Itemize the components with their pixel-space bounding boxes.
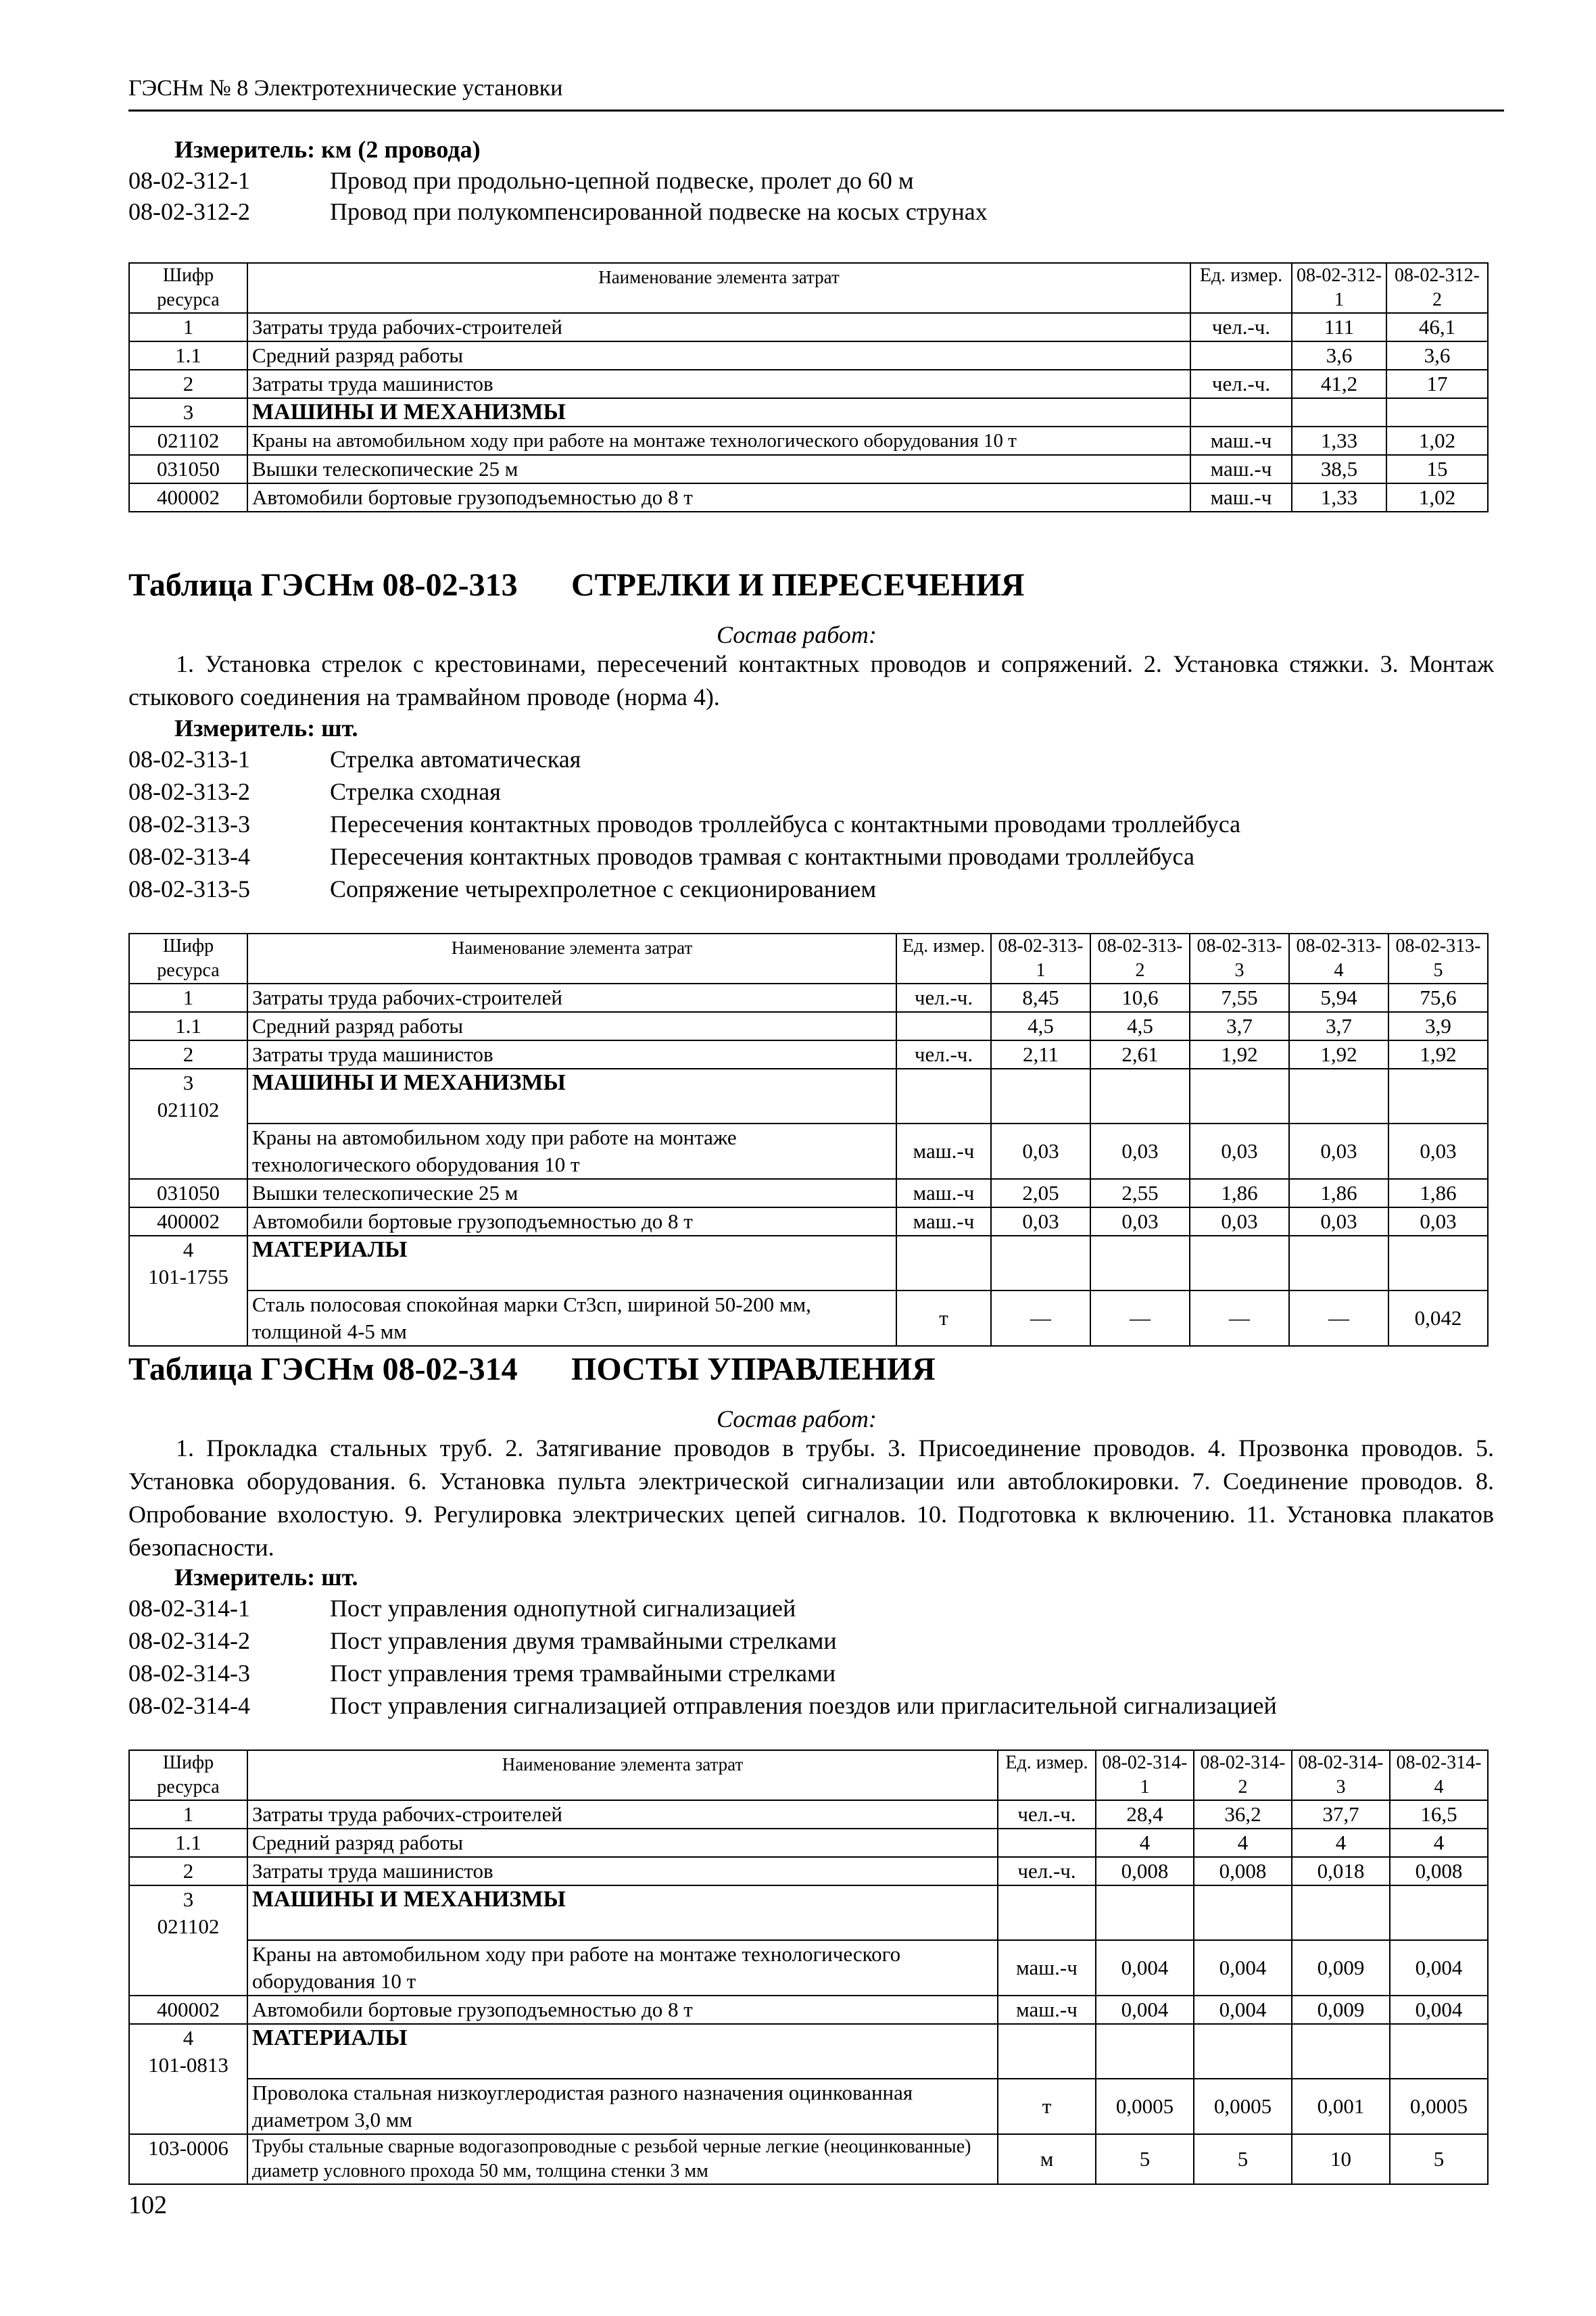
row-value: 4,5: [991, 1012, 1090, 1040]
running-header: ГЭСНм № 8 Электротехнические установки: [128, 76, 563, 101]
table-title-314: Таблица ГЭСНм 08-02-314: [128, 1351, 518, 1387]
item-code: 08-02-314-4: [128, 1692, 250, 1719]
works-description: 1. Прокладка стальных труб. 2. Затягивание проводов в трубы. 3. Присоединение проводов. 4. Прозвонка проводов. 5. Установка оборудования. 6. Установка пульта электрической сигнализации или автоблокировки. 7. Соединение проводов. 8. Опробование вхолостую. 9. Регулировка электрических цепей сигналов. 10. Подготовка к включению. 11. Установка плакатов безопасности.: [128, 1434, 1494, 1561]
row-name: Автомобили бортовые грузоподъемностью до 8 т: [247, 483, 1190, 512]
row-unit: чел.-ч.: [1190, 313, 1292, 341]
row-value: 5: [1096, 2134, 1194, 2184]
row-name: Трубы стальные сварные водогазопроводные с резьбой черные легкие (неоцинкованные) диаметр условного прохода 50 мм, толщина стенки 3 мм: [247, 2134, 998, 2184]
item-code: 08-02-314-2: [128, 1627, 250, 1654]
row-value: 0,018: [1292, 1857, 1390, 1885]
row-value: [1390, 2024, 1488, 2079]
row-unit: чел.-ч.: [896, 1040, 991, 1069]
header-col: 08-02-314-1: [1096, 1750, 1194, 1800]
header-unit: Ед. измер.: [998, 1750, 1096, 1800]
header-name: Наименование элемента затрат: [247, 1750, 998, 1800]
row-value: 1,92: [1388, 1040, 1488, 1069]
row-value: [1289, 1069, 1388, 1124]
item-code: 08-02-312-2: [128, 198, 250, 225]
row-value: [1190, 1069, 1289, 1124]
item-text: Пересечения контактных проводов троллейбуса с контактными проводами троллейбуса: [330, 811, 1241, 838]
item-text: Пост управления однопутной сигнализацией: [330, 1595, 796, 1622]
row-unit: [1190, 398, 1292, 427]
row-unit: [896, 1236, 991, 1290]
row-value: 1,86: [1388, 1179, 1488, 1207]
row-name: Средний разряд работы: [247, 1829, 998, 1857]
table-row: [129, 483, 1488, 512]
row-code: 1: [129, 313, 247, 341]
row-value: 0,008: [1096, 1857, 1194, 1885]
header-col: 08-02-312-2: [1386, 263, 1488, 313]
item-code: 08-02-314-1: [128, 1595, 250, 1622]
table-header: [129, 1750, 1488, 1800]
row-code: [129, 1069, 247, 1124]
row-value: 2,55: [1090, 1179, 1190, 1207]
table-row: [129, 341, 1488, 370]
row-value: 36,2: [1194, 1800, 1292, 1829]
row-name: Автомобили бортовые грузоподъемностью до 8 т: [247, 1996, 998, 2024]
row-unit: т: [896, 1290, 991, 1346]
row-code-text: 021102: [157, 1914, 220, 1938]
resource-table-314: [128, 1750, 1489, 2185]
table-row: [129, 1207, 1488, 1236]
row-code-spacer: [129, 1124, 247, 1179]
table-row: [129, 1290, 1488, 1346]
row-code: 031050: [129, 455, 247, 483]
row-code-text: 4: [183, 2026, 194, 2050]
row-unit: чел.-ч.: [896, 984, 991, 1012]
row-value: [991, 1236, 1090, 1290]
row-value: 0,004: [1390, 1940, 1488, 1996]
row-code: 400002: [129, 1207, 247, 1236]
table-row: [129, 984, 1488, 1012]
row-value: [1096, 2024, 1194, 2079]
row-name: Проволока стальная низкоуглеродистая разного назначения оцинкованная диаметром 3,0 мм: [247, 2079, 998, 2134]
table-row: [129, 1236, 1488, 1290]
item-code: 08-02-313-2: [128, 778, 250, 805]
row-value: 1,86: [1190, 1179, 1289, 1207]
row-value: 2,11: [991, 1040, 1090, 1069]
row-unit: [998, 2024, 1096, 2079]
header-col: 08-02-314-4: [1390, 1750, 1488, 1800]
row-name: МАШИНЫ И МЕХАНИЗМЫ: [247, 1885, 998, 1940]
row-value: 0,004: [1096, 1940, 1194, 1996]
row-value: 4,5: [1090, 1012, 1190, 1040]
header-unit: Ед. измер.: [896, 934, 991, 984]
row-name: МАТЕРИАЛЫ: [247, 1236, 896, 1290]
table-row: [129, 2079, 1488, 2134]
row-unit: маш.-ч: [896, 1207, 991, 1236]
row-value: 10,6: [1090, 984, 1190, 1012]
row-value: 2,61: [1090, 1040, 1190, 1069]
row-name: МАШИНЫ И МЕХАНИЗМЫ: [247, 1069, 896, 1124]
row-value: 0,03: [991, 1124, 1090, 1179]
row-value: 4: [1390, 1829, 1488, 1857]
row-value: 0,004: [1194, 1996, 1292, 2024]
row-value: 37,7: [1292, 1800, 1390, 1829]
row-value: 0,03: [1388, 1124, 1488, 1179]
row-value: 111: [1292, 313, 1386, 341]
item-code: 08-02-313-1: [128, 746, 250, 773]
row-value: —: [991, 1290, 1090, 1346]
works-description: 1. Установка стрелок с крестовинами, пересечений контактных проводов и сопряжений. 2. Установка стяжки. 3. Монтаж стыкового соединения на трамвайном проводе (норма 4).: [128, 650, 1494, 710]
row-code-text: 3: [183, 1887, 194, 1911]
header-col: 08-02-313-4: [1289, 934, 1388, 984]
row-value: 7,55: [1190, 984, 1289, 1012]
row-code-spacer: [129, 2079, 247, 2134]
table-row: [129, 370, 1488, 398]
row-value: 0,004: [1390, 1996, 1488, 2024]
row-value: 1,92: [1190, 1040, 1289, 1069]
row-value: 5,94: [1289, 984, 1388, 1012]
row-name: Краны на автомобильном ходу при работе на монтаже технологического оборудования 10 т: [247, 1940, 998, 1996]
row-name: Средний разряд работы: [247, 1012, 896, 1040]
row-value: [1388, 1069, 1488, 1124]
row-value: [1090, 1069, 1190, 1124]
table-row: [129, 1012, 1488, 1040]
header-rule: [128, 110, 1504, 112]
row-value: [1289, 1236, 1388, 1290]
item-code: 08-02-313-4: [128, 843, 250, 870]
row-value: 1,86: [1289, 1179, 1388, 1207]
item-text: Провод при полукомпенсированной подвеске на косых струнах: [330, 198, 988, 225]
row-code: 1: [129, 984, 247, 1012]
header-code: Шифр ресурса: [129, 1750, 247, 1800]
item-code: 08-02-312-1: [128, 167, 250, 194]
header-col: 08-02-313-3: [1190, 934, 1289, 984]
table-row: [129, 1996, 1488, 2024]
row-value: 4: [1194, 1829, 1292, 1857]
row-value: 0,008: [1390, 1857, 1488, 1885]
row-value: 0,03: [991, 1207, 1090, 1236]
row-unit: маш.-ч: [998, 1940, 1096, 1996]
row-value: 0,03: [1090, 1124, 1190, 1179]
row-code: 021102: [129, 427, 247, 455]
measure-312: Измеритель: км (2 провода): [174, 136, 481, 163]
row-name: Краны на автомобильном ходу при работе на монтаже технологического оборудования 10 т: [247, 1124, 896, 1179]
row-code-spacer: [129, 1940, 247, 1996]
table-title-313: Таблица ГЭСНм 08-02-313: [128, 567, 518, 603]
table-row: [129, 1800, 1488, 1829]
row-value: [1292, 398, 1386, 427]
row-name: Средний разряд работы: [247, 341, 1190, 370]
row-value: 0,009: [1292, 1996, 1390, 2024]
row-name: Затраты труда машинистов: [247, 370, 1190, 398]
item-text: Сопряжение четырехпролетное с секционированием: [330, 875, 877, 902]
header-name: Наименование элемента затрат: [247, 263, 1190, 313]
row-unit: чел.-ч.: [998, 1800, 1096, 1829]
row-code: [129, 1885, 247, 1940]
header-name: Наименование элемента затрат: [247, 934, 896, 984]
table-heading-313: СТРЕЛКИ И ПЕРЕСЕЧЕНИЯ: [571, 567, 1025, 603]
row-value: 3,7: [1190, 1012, 1289, 1040]
row-code-text: 4: [183, 1238, 194, 1261]
row-value: [1386, 398, 1488, 427]
row-value: 0,0005: [1194, 2079, 1292, 2134]
row-value: —: [1190, 1290, 1289, 1346]
row-value: 0,03: [1289, 1124, 1388, 1179]
row-unit: маш.-ч: [1190, 427, 1292, 455]
row-value: 5: [1194, 2134, 1292, 2184]
row-name: МАТЕРИАЛЫ: [247, 2024, 998, 2079]
row-value: [1388, 1236, 1488, 1290]
header-col: 08-02-314-2: [1194, 1750, 1292, 1800]
table-row: [129, 1124, 1488, 1179]
row-unit: маш.-ч: [998, 1996, 1096, 2024]
table-row: [129, 1069, 1488, 1124]
row-code-text: 101-1755: [148, 1265, 228, 1288]
row-code: 400002: [129, 483, 247, 512]
row-value: 28,4: [1096, 1800, 1194, 1829]
row-value: 2,05: [991, 1179, 1090, 1207]
row-value: 0,001: [1292, 2079, 1390, 2134]
row-value: 41,2: [1292, 370, 1386, 398]
table-row: [129, 313, 1488, 341]
row-name: Затраты труда рабочих-строителей: [247, 1800, 998, 1829]
row-name: Вышки телескопические 25 м: [247, 1179, 896, 1207]
row-value: 1,02: [1386, 427, 1488, 455]
row-value: [991, 1069, 1090, 1124]
row-name: Затраты труда рабочих-строителей: [247, 313, 1190, 341]
table-row: [129, 1040, 1488, 1069]
table-heading-314: ПОСТЫ УПРАВЛЕНИЯ: [571, 1351, 936, 1387]
row-value: 75,6: [1388, 984, 1488, 1012]
row-code: 1: [129, 1800, 247, 1829]
row-value: 46,1: [1386, 313, 1488, 341]
row-code-text: 101-0813: [148, 2053, 228, 2077]
row-value: [1090, 1236, 1190, 1290]
table-row: [129, 1885, 1488, 1940]
row-unit: маш.-ч: [896, 1124, 991, 1179]
row-code: 031050: [129, 1179, 247, 1207]
row-unit: [1190, 341, 1292, 370]
item-text: Пост управления двумя трамвайными стрелками: [330, 1627, 837, 1654]
row-value: [1194, 2024, 1292, 2079]
row-code-text: 3: [183, 1071, 194, 1094]
row-name: Сталь полосовая спокойная марки Ст3сп, шириной 50-200 мм, толщиной 4-5 мм: [247, 1290, 896, 1346]
row-value: 0,008: [1194, 1857, 1292, 1885]
row-value: —: [1090, 1290, 1190, 1346]
row-code: 400002: [129, 1996, 247, 2024]
row-value: 0,0005: [1390, 2079, 1488, 2134]
row-code: [129, 2024, 247, 2079]
row-unit: [896, 1069, 991, 1124]
header-col: 08-02-313-2: [1090, 934, 1190, 984]
row-value: 1,33: [1292, 483, 1386, 512]
item-code: 08-02-314-3: [128, 1660, 250, 1687]
table-row: [129, 455, 1488, 483]
row-value: 0,009: [1292, 1940, 1390, 1996]
row-value: 8,45: [991, 984, 1090, 1012]
row-value: 1,33: [1292, 427, 1386, 455]
row-value: [1292, 1885, 1390, 1940]
table-row: [129, 1829, 1488, 1857]
row-name: Вышки телескопические 25 м: [247, 455, 1190, 483]
row-value: 3,6: [1386, 341, 1488, 370]
row-value: 15: [1386, 455, 1488, 483]
row-name: Затраты труда рабочих-строителей: [247, 984, 896, 1012]
row-code: 2: [129, 370, 247, 398]
row-value: 4: [1292, 1829, 1390, 1857]
page-number: 102: [128, 2191, 167, 2219]
item-text: Пост управления сигнализацией отправления поездов или пригласительной сигнализацией: [330, 1692, 1277, 1719]
measure-314: Измеритель: шт.: [174, 1564, 358, 1591]
row-name: Затраты труда машинистов: [247, 1857, 998, 1885]
row-code: 1.1: [129, 1012, 247, 1040]
resource-table-312: [128, 262, 1489, 512]
row-value: 1,92: [1289, 1040, 1388, 1069]
row-value: [1292, 2024, 1390, 2079]
row-value: [1096, 1885, 1194, 1940]
row-value: 0,03: [1190, 1207, 1289, 1236]
row-value: 0,03: [1190, 1124, 1289, 1179]
table-row: [129, 2134, 1488, 2184]
row-code: 2: [129, 1040, 247, 1069]
header-unit: Ед. измер.: [1190, 263, 1292, 313]
row-name: Краны на автомобильном ходу при работе на монтаже технологического оборудования 10 т: [247, 427, 1190, 455]
table-header: [129, 263, 1488, 313]
row-value: 0,004: [1096, 1996, 1194, 2024]
row-value: [1390, 1885, 1488, 1940]
table-row: [129, 2024, 1488, 2079]
row-unit: чел.-ч.: [998, 1857, 1096, 1885]
row-code-spacer: [129, 1290, 247, 1346]
table-header: [129, 934, 1488, 984]
item-text: Стрелка сходная: [330, 778, 501, 805]
item-text: Стрелка автоматическая: [330, 746, 581, 773]
row-unit: [998, 1829, 1096, 1857]
header-col: 08-02-313-1: [991, 934, 1090, 984]
row-value: 3,9: [1388, 1012, 1488, 1040]
row-value: 1,02: [1386, 483, 1488, 512]
row-code: 103-0006: [129, 2134, 247, 2184]
row-value: 10: [1292, 2134, 1390, 2184]
row-code: 2: [129, 1857, 247, 1885]
row-code: 1.1: [129, 341, 247, 370]
row-unit: [896, 1012, 991, 1040]
row-unit: маш.-ч: [1190, 483, 1292, 512]
row-unit: м: [998, 2134, 1096, 2184]
row-value: 3,6: [1292, 341, 1386, 370]
row-code: [129, 1236, 247, 1290]
row-unit: маш.-ч: [896, 1179, 991, 1207]
row-value: —: [1289, 1290, 1388, 1346]
row-value: 5: [1390, 2134, 1488, 2184]
row-unit: т: [998, 2079, 1096, 2134]
row-value: [1194, 1885, 1292, 1940]
item-code: 08-02-313-5: [128, 875, 250, 902]
works-subtitle: Состав работ:: [717, 1405, 877, 1432]
row-value: 0,0005: [1096, 2079, 1194, 2134]
row-code: 3: [129, 398, 247, 427]
row-name: Автомобили бортовые грузоподъемностью до 8 т: [247, 1207, 896, 1236]
row-unit: [998, 1885, 1096, 1940]
row-value: 3,7: [1289, 1012, 1388, 1040]
row-name: МАШИНЫ И МЕХАНИЗМЫ: [247, 398, 1190, 427]
item-text: Пересечения контактных проводов трамвая с контактными проводами троллейбуса: [330, 843, 1194, 870]
row-unit: чел.-ч.: [1190, 370, 1292, 398]
measure-313: Измеритель: шт.: [174, 715, 358, 742]
table-row: [129, 398, 1488, 427]
row-value: 0,03: [1289, 1207, 1388, 1236]
row-value: 0,03: [1090, 1207, 1190, 1236]
header-col: 08-02-312-1: [1292, 263, 1386, 313]
header-col: 08-02-314-3: [1292, 1750, 1390, 1800]
row-value: 17: [1386, 370, 1488, 398]
header-code: Шифр ресурса: [129, 263, 247, 313]
row-value: 16,5: [1390, 1800, 1488, 1829]
header-code: Шифр ресурса: [129, 934, 247, 984]
row-code-text: 021102: [157, 1098, 220, 1121]
item-text: Провод при продольно-цепной подвеске, пролет до 60 м: [330, 167, 914, 194]
row-value: [1190, 1236, 1289, 1290]
row-name: Затраты труда машинистов: [247, 1040, 896, 1069]
row-value: 0,03: [1388, 1207, 1488, 1236]
row-code: 1.1: [129, 1829, 247, 1857]
row-value: 0,042: [1388, 1290, 1488, 1346]
works-subtitle: Состав работ:: [717, 621, 877, 648]
row-value: 4: [1096, 1829, 1194, 1857]
row-unit: маш.-ч: [1190, 455, 1292, 483]
table-row: [129, 1857, 1488, 1885]
resource-table-313: [128, 933, 1489, 1347]
row-value: 0,004: [1194, 1940, 1292, 1996]
item-text: Пост управления тремя трамвайными стрелками: [330, 1660, 836, 1687]
header-col: 08-02-313-5: [1388, 934, 1488, 984]
table-row: [129, 1179, 1488, 1207]
table-row: [129, 1940, 1488, 1996]
table-row: [129, 427, 1488, 455]
row-value: 38,5: [1292, 455, 1386, 483]
item-code: 08-02-313-3: [128, 811, 250, 838]
